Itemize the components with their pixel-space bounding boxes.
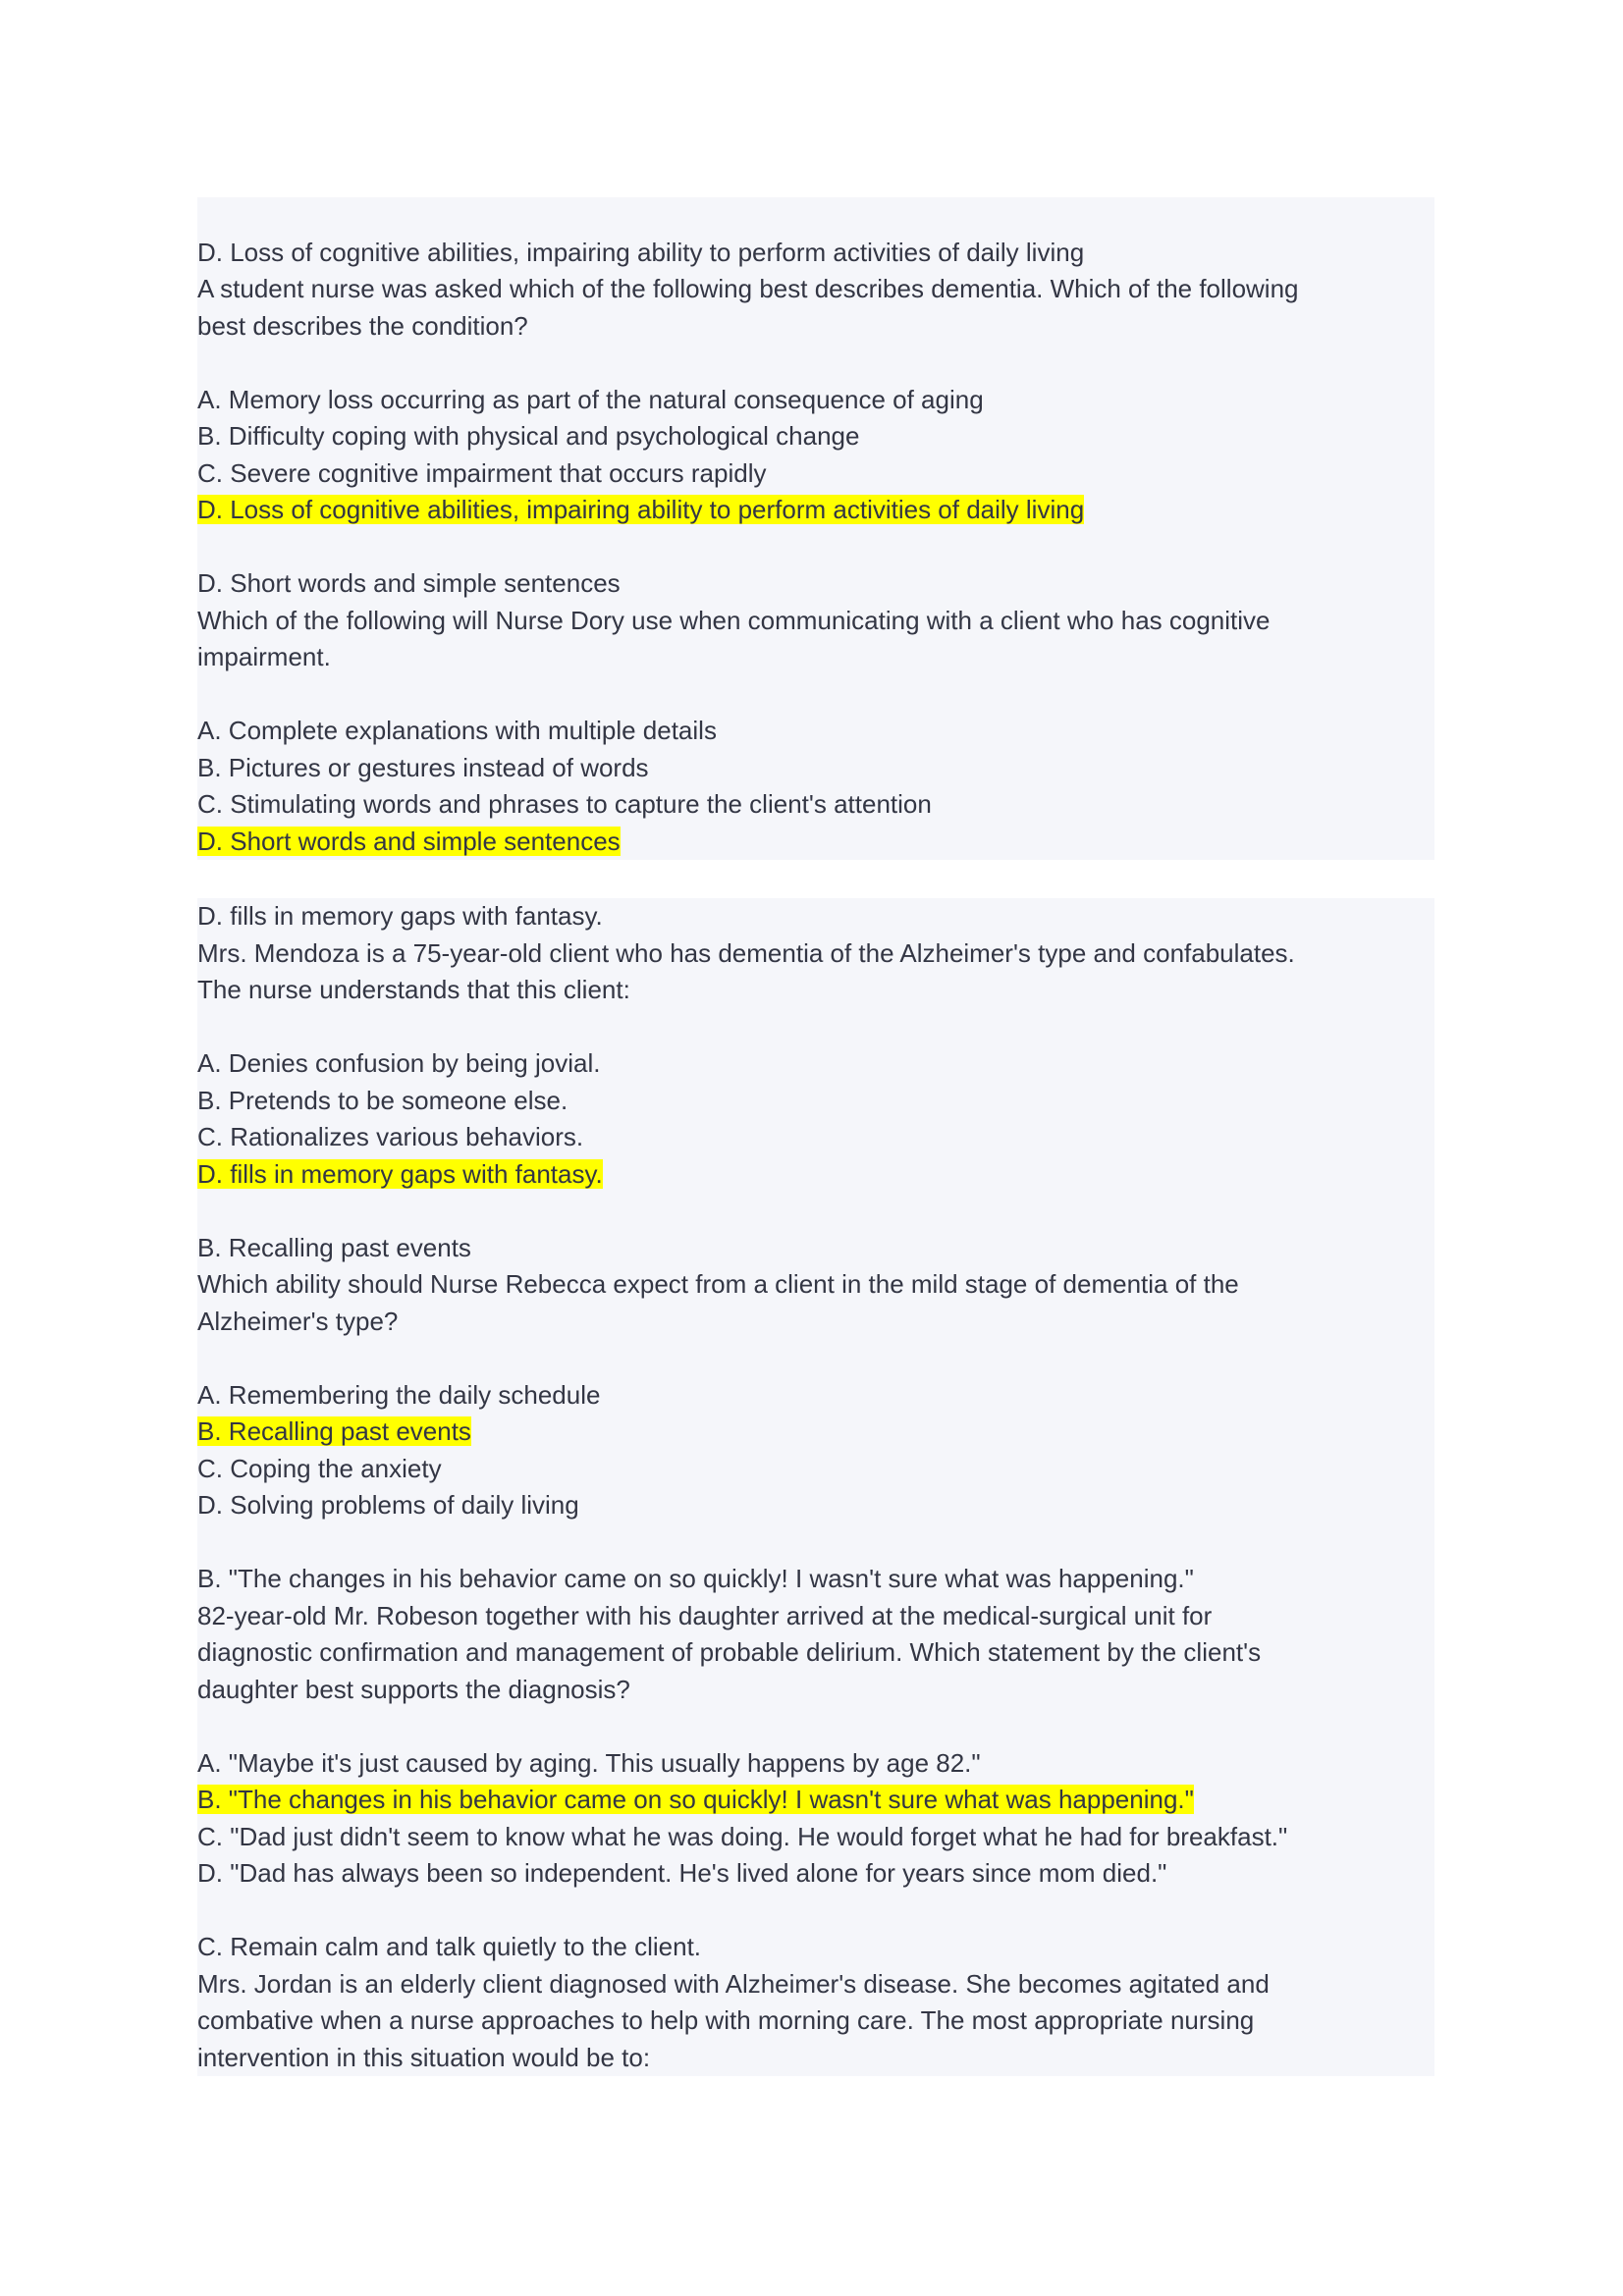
question-line-text: Alzheimer's type? <box>197 1306 399 1336</box>
spacer <box>197 1708 1434 1745</box>
option <box>197 1119 1434 1156</box>
spacer <box>197 676 1434 714</box>
answer-line <box>197 235 1434 272</box>
option-text: C. Stimulating words and phrases to capture the client's attention <box>197 789 932 819</box>
option-text: B. Pictures or gestures instead of words <box>197 752 649 782</box>
question-line <box>197 1266 1434 1304</box>
question-line <box>197 972 1434 1009</box>
option <box>197 1451 1434 1488</box>
option-text: D. Solving problems of daily living <box>197 1490 579 1520</box>
option-text: C. Coping the anxiety <box>197 1453 442 1483</box>
option <box>197 1083 1434 1120</box>
question-line <box>197 1304 1434 1341</box>
question-line <box>197 2002 1434 2040</box>
spacer <box>197 1893 1434 1930</box>
question-line-text: daughter best supports the diagnosis? <box>197 1674 630 1704</box>
correct-option-text: D. Loss of cognitive abilities, impairing ability to perform activities of daily living <box>197 495 1085 524</box>
option <box>197 1745 1434 1783</box>
question-line <box>197 1598 1434 1635</box>
question-line-text: Which ability should Nurse Rebecca expect from a client in the mild stage of dementia of the <box>197 1269 1239 1299</box>
question-line <box>197 271 1434 308</box>
question-line-text: combative when a nurse approaches to help with morning care. The most appropriate nursing <box>197 2005 1255 2035</box>
flashcard-block-2 <box>197 898 1434 2076</box>
answer-line-text: C. Remain calm and talk quietly to the client. <box>197 1932 702 1961</box>
option-text: A. "Maybe it's just caused by aging. This usually happens by age 82." <box>197 1747 981 1778</box>
spacer <box>197 1524 1434 1562</box>
answer-line-text: B. "The changes in his behavior came on so quickly! I wasn't sure what was happening." <box>197 1564 1194 1593</box>
spacer <box>197 1193 1434 1230</box>
answer-line <box>197 1561 1434 1598</box>
option-text: B. Pretends to be someone else. <box>197 1085 568 1115</box>
option <box>197 713 1434 750</box>
spacer <box>197 197 1434 235</box>
correct-option <box>197 1782 1434 1819</box>
answer-line-text: D. Loss of cognitive abilities, impairing ability to perform activities of daily living <box>197 237 1085 267</box>
option <box>197 455 1434 493</box>
correct-option-text: B. Recalling past events <box>197 1416 471 1446</box>
option <box>197 382 1434 419</box>
question-line <box>197 935 1434 973</box>
option-text: B. Difficulty coping with physical and psychological change <box>197 421 860 451</box>
option <box>197 750 1434 787</box>
answer-line <box>197 898 1434 935</box>
flashcard-block-1 <box>197 197 1434 860</box>
correct-option-text: D. Short words and simple sentences <box>197 826 621 856</box>
question-line-text: Mrs. Mendoza is a 75-year-old client who has dementia of the Alzheimer's type and confabulates. <box>197 937 1295 968</box>
answer-line-text: B. Recalling past events <box>197 1232 471 1262</box>
question-line <box>197 2040 1434 2077</box>
spacer <box>197 345 1434 382</box>
option <box>197 1855 1434 1893</box>
question-line <box>197 603 1434 640</box>
question-line <box>197 1634 1434 1672</box>
answer-line <box>197 1230 1434 1267</box>
correct-option-text: B. "The changes in his behavior came on so quickly! I wasn't sure what was happening." <box>197 1785 1194 1814</box>
option-text: C. "Dad just didn't seem to know what he was doing. He would forget what he had for breakfast." <box>197 1821 1288 1851</box>
option-text: A. Memory loss occurring as part of the natural consequence of aging <box>197 384 984 414</box>
option <box>197 1377 1434 1415</box>
option <box>197 1045 1434 1083</box>
correct-option <box>197 1414 1434 1451</box>
question-line <box>197 639 1434 676</box>
option <box>197 786 1434 824</box>
question-line-text: impairment. <box>197 642 331 671</box>
question-line-text: The nurse understands that this client: <box>197 975 630 1004</box>
option-text: A. Remembering the daily schedule <box>197 1379 601 1410</box>
option-text: A. Denies confusion by being jovial. <box>197 1048 601 1078</box>
question-line <box>197 308 1434 346</box>
option <box>197 1819 1434 1856</box>
option <box>197 1487 1434 1524</box>
question-line-text: diagnostic confirmation and management of probable delirium. Which statement by the client's <box>197 1637 1262 1667</box>
question-line-text: Mrs. Jordan is an elderly client diagnosed with Alzheimer's disease. She becomes agitated and <box>197 1968 1270 1999</box>
question-line-text: intervention in this situation would be to: <box>197 2042 651 2072</box>
question-line <box>197 1966 1434 2003</box>
option-text: C. Severe cognitive impairment that occurs rapidly <box>197 457 767 488</box>
answer-line-text: D. Short words and simple sentences <box>197 568 621 598</box>
correct-option <box>197 492 1434 529</box>
question-line-text: 82-year-old Mr. Robeson together with his daughter arrived at the medical-surgical unit for <box>197 1600 1213 1630</box>
question-line-text: A student nurse was asked which of the following best describes dementia. Which of the following <box>197 274 1299 303</box>
option <box>197 418 1434 455</box>
answer-line <box>197 1929 1434 1966</box>
option-text: A. Complete explanations with multiple details <box>197 716 717 745</box>
option-text: C. Rationalizes various behaviors. <box>197 1122 584 1151</box>
correct-option-text: D. fills in memory gaps with fantasy. <box>197 1158 603 1189</box>
correct-option <box>197 1156 1434 1194</box>
question-line-text: best describes the condition? <box>197 310 528 341</box>
spacer <box>197 1009 1434 1046</box>
spacer <box>197 529 1434 566</box>
question-line-text: Which of the following will Nurse Dory use when communicating with a client who has cognitive <box>197 605 1271 635</box>
correct-option <box>197 824 1434 861</box>
answer-line <box>197 565 1434 603</box>
spacer <box>197 1340 1434 1377</box>
answer-line-text: D. fills in memory gaps with fantasy. <box>197 901 603 931</box>
option-text: D. "Dad has always been so independent. He's lived alone for years since mom died." <box>197 1858 1167 1888</box>
question-line <box>197 1672 1434 1709</box>
